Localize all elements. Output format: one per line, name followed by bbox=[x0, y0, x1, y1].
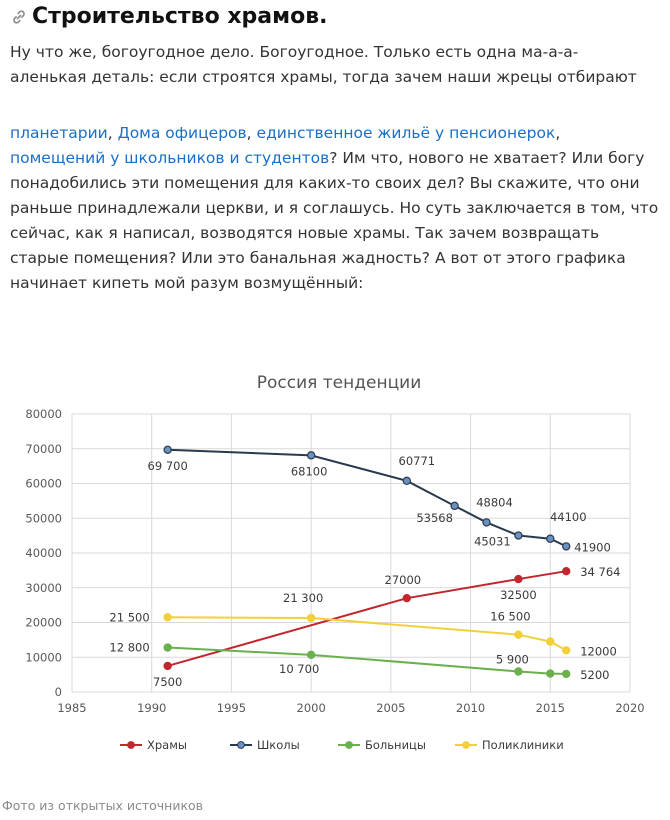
data-point-hospitals bbox=[515, 668, 522, 675]
article-heading bbox=[10, 2, 328, 32]
data-point-schools bbox=[403, 477, 410, 484]
data-point-hospitals bbox=[563, 670, 570, 677]
link-student-premises[interactable]: помещений у школьников и студентов bbox=[10, 149, 330, 167]
data-label-temples: 32500 bbox=[500, 588, 537, 603]
data-label-clinics: 21 500 bbox=[109, 610, 150, 625]
data-label-clinics: 16 500 bbox=[490, 609, 531, 624]
y-tick-label: 60000 bbox=[25, 476, 62, 491]
paragraph-intro-line-2: аленькая деталь: если строятся храмы, тогда зачем наши жрецы отбирают bbox=[10, 68, 637, 86]
link-separator: , bbox=[107, 124, 118, 142]
data-point-clinics bbox=[563, 647, 570, 654]
data-label-temples: 27000 bbox=[384, 573, 422, 588]
x-tick-label: 2020 bbox=[615, 701, 645, 715]
y-tick-label: 0 bbox=[54, 685, 62, 699]
y-tick-label: 10000 bbox=[25, 650, 62, 665]
y-tick-label: 40000 bbox=[25, 546, 62, 560]
data-point-schools bbox=[308, 452, 315, 459]
legend-swatch-marker bbox=[463, 742, 470, 749]
data-point-schools bbox=[515, 532, 522, 539]
data-label-schools: 69 700 bbox=[147, 458, 188, 473]
x-tick-label: 2005 bbox=[376, 701, 406, 715]
y-tick-label: 80000 bbox=[25, 407, 62, 421]
data-label-schools: 48804 bbox=[476, 495, 513, 510]
data-label-schools: 41900 bbox=[574, 540, 611, 555]
data-point-clinics bbox=[515, 631, 522, 638]
y-tick-label: 50000 bbox=[25, 511, 62, 526]
data-point-hospitals bbox=[164, 644, 171, 651]
image-caption: Фото из открытых источников bbox=[2, 798, 204, 813]
y-tick-label: 30000 bbox=[25, 580, 62, 595]
data-label-hospitals: 10 700 bbox=[279, 661, 320, 676]
data-label-temples: 7500 bbox=[153, 674, 183, 689]
paragraph-intro bbox=[10, 40, 660, 90]
data-label-schools: 44100 bbox=[549, 509, 587, 524]
data-point-hospitals bbox=[308, 651, 315, 658]
data-label-temples: 34 764 bbox=[580, 565, 621, 580]
data-point-temples bbox=[164, 662, 171, 669]
link-separator: , bbox=[555, 124, 561, 142]
link-icon bbox=[10, 8, 28, 26]
data-point-schools bbox=[563, 543, 570, 550]
link-officers-houses[interactable]: Дома офицеров bbox=[117, 124, 247, 142]
legend-swatch-marker bbox=[346, 742, 353, 749]
data-point-clinics bbox=[164, 614, 171, 621]
x-tick-label: 1985 bbox=[57, 701, 87, 715]
data-point-schools bbox=[483, 519, 490, 526]
paragraph-main bbox=[10, 121, 660, 296]
link-pensioners-housing[interactable]: единственное жильё у пенсионерок bbox=[256, 124, 556, 142]
data-point-clinics bbox=[308, 614, 315, 621]
y-tick-label: 70000 bbox=[25, 441, 62, 456]
x-tick-label: 2010 bbox=[455, 701, 486, 715]
data-label-hospitals: 5200 bbox=[580, 667, 610, 682]
chart-title: Россия тенденции bbox=[256, 373, 422, 393]
link-separator: , bbox=[246, 124, 257, 142]
legend-label: Храмы bbox=[147, 738, 187, 752]
data-point-schools bbox=[547, 535, 554, 542]
data-point-clinics bbox=[547, 638, 554, 645]
x-tick-label: 2000 bbox=[296, 701, 326, 715]
x-tick-label: 2015 bbox=[535, 701, 565, 715]
data-point-schools bbox=[451, 502, 458, 509]
legend-swatch-marker bbox=[238, 742, 245, 749]
data-label-schools: 68100 bbox=[290, 464, 328, 479]
legend-label: Поликлиники bbox=[482, 738, 564, 752]
data-label-hospitals: 12 800 bbox=[109, 640, 150, 655]
data-point-schools bbox=[164, 446, 171, 453]
data-label-hospitals: 5 900 bbox=[495, 652, 529, 667]
paragraph-main-text: ? Им что, нового не хватает? Или богу понадобились эти помещения для каких-то своих дел? Вы скажите, что они раньше принадлежали церкви, и я соглашусь. Но суть заключается в том, что сейчас, как я написал, возводятся новые храмы. Так зачем возвращать старые помещения? Или это банальная жадность? А вот от этого графика начинает кипеть мой разум возмущённый: bbox=[10, 149, 659, 292]
legend-label: Больницы bbox=[365, 738, 426, 752]
link-planetariums[interactable]: планетарии bbox=[10, 124, 108, 142]
data-point-temples bbox=[403, 595, 410, 602]
article-title: Строительство храмов. bbox=[32, 4, 328, 29]
russia-trends-chart bbox=[0, 362, 670, 762]
x-tick-label: 1990 bbox=[137, 701, 167, 715]
x-tick-label: 1995 bbox=[216, 701, 247, 715]
data-label-clinics: 12000 bbox=[580, 644, 617, 659]
y-tick-label: 20000 bbox=[25, 615, 62, 630]
data-label-clinics: 21 300 bbox=[283, 590, 324, 605]
data-point-hospitals bbox=[547, 670, 554, 677]
data-point-temples bbox=[515, 575, 522, 582]
data-label-schools: 45031 bbox=[474, 534, 511, 549]
legend-label: Школы bbox=[257, 738, 300, 752]
paragraph-intro-line-1: Ну что же, богоугодное дело. Богоугодное. Только есть одна ма-а-а- bbox=[10, 43, 579, 61]
legend-swatch-marker bbox=[128, 742, 135, 749]
data-label-schools: 53568 bbox=[416, 510, 453, 525]
data-point-temples bbox=[563, 568, 570, 575]
data-label-schools: 60771 bbox=[398, 453, 436, 468]
